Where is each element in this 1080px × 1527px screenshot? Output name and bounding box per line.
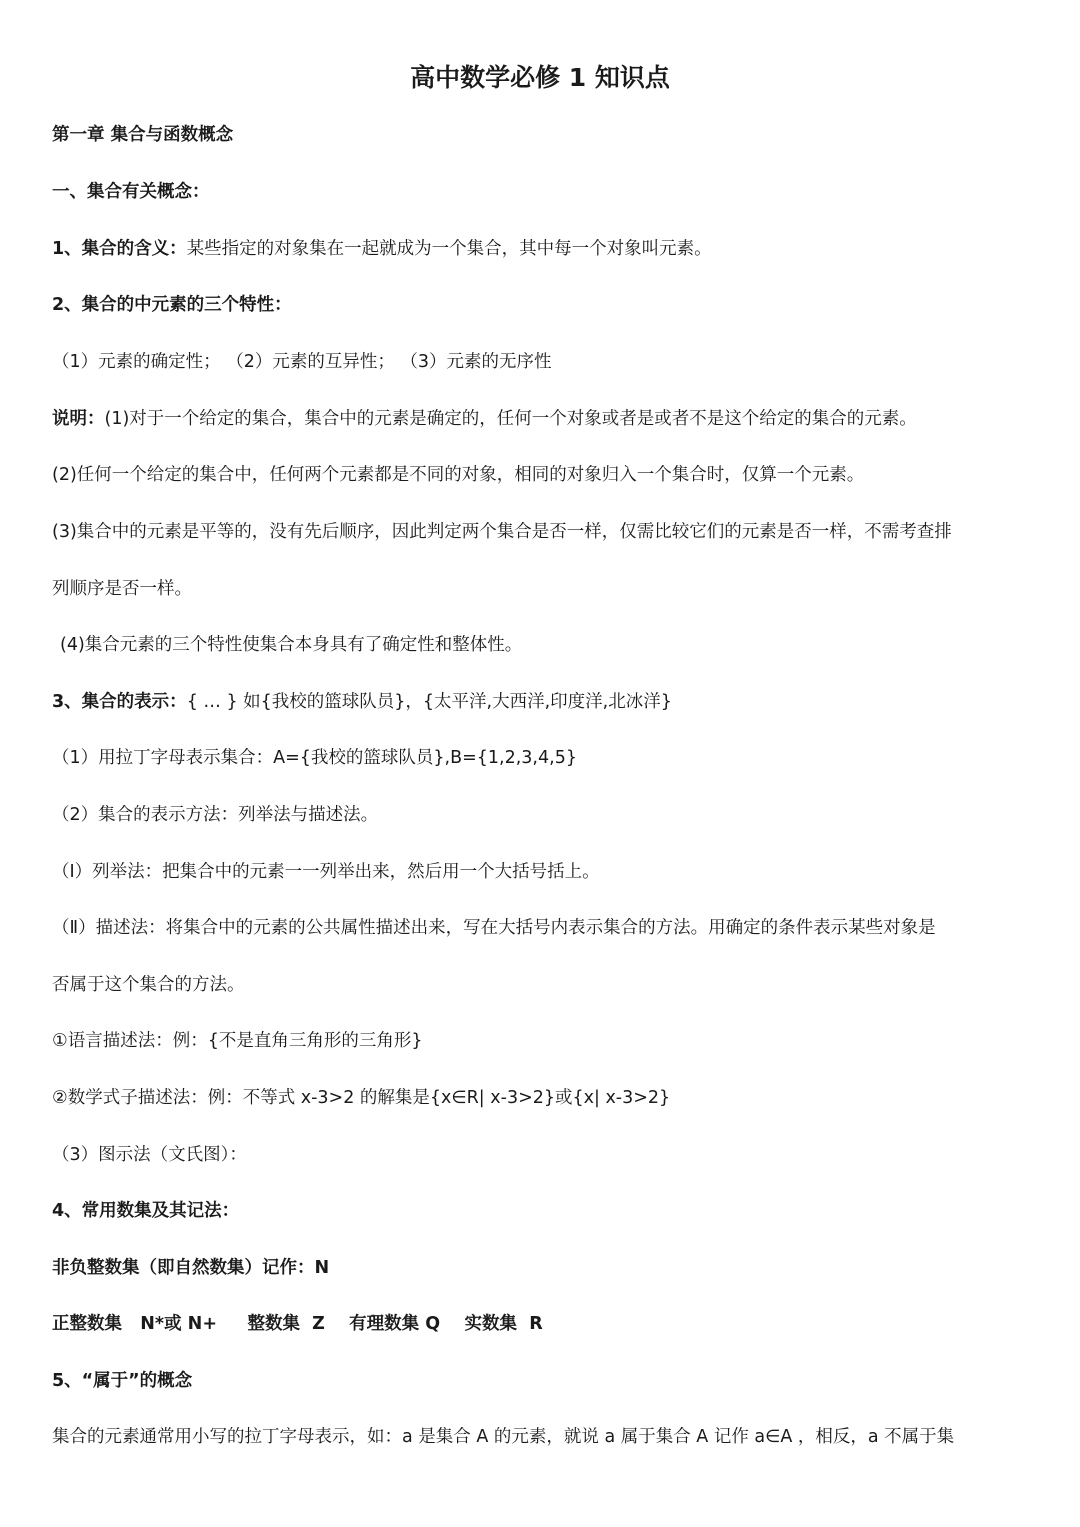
item-3 [52, 687, 1042, 717]
desc-math: ②数学式子描述法：例：不等式 x-3>2 的解集是{x∈R| x-3>2}或{x| x-3>2} [52, 1088, 671, 1108]
chapter-heading: 第一章 集合与函数概念 [52, 125, 234, 145]
item-1-label: 1、集合的含义： [52, 239, 187, 259]
section-heading: 一、集合有关概念： [52, 182, 210, 202]
rep-description-line-2: 否属于这个集合的方法。 [52, 975, 245, 995]
note-3-line-2: 列顺序是否一样。 [52, 579, 192, 599]
note-label: 说明： [52, 409, 105, 429]
desc-language-label: ①语言描述法：例： [52, 1031, 208, 1051]
item-5-heading: 5、“属于”的概念 [52, 1371, 193, 1391]
item-1-text: 某些指定的对象集在一起就成为一个集合，其中每一个对象叫元素。 [186, 239, 712, 259]
rep-1: （1）用拉丁字母表示集合：A={我校的篮球队员},B={1,2,3,4,5} [52, 748, 577, 768]
item-4-heading: 4、常用数集及其记法： [52, 1201, 240, 1221]
belong-text: 集合的元素通常用小写的拉丁字母表示，如：a 是集合 A 的元素，就说 a 属于集合 A 记作 a∈A ，相反，a 不属于集 [52, 1427, 955, 1447]
properties-line: （1）元素的确定性； （2）元素的互异性； （3）元素的无序性 [52, 352, 552, 372]
desc-language [52, 1026, 1042, 1056]
rep-2: （2）集合的表示方法：列举法与描述法。 [52, 805, 379, 825]
natural-numbers: 非负整数集（即自然数集）记作：N [52, 1258, 330, 1278]
rep-description-line-1: （Ⅱ）描述法：将集合中的元素的公共属性描述出来，写在大括号内表示集合的方法。用确定的条件表示某些对象是 [52, 918, 936, 938]
note-3-line-1: (3)集合中的元素是平等的，没有先后顺序，因此判定两个集合是否一样，仅需比较它们的元素是否一样，不需考查排 [52, 522, 952, 542]
item-3-text: { … } 如{我校的篮球队员}，{太平洋,大西洋,印度洋,北冰洋} [186, 692, 672, 712]
item-2-heading: 2、集合的中元素的三个特性： [52, 295, 292, 315]
note-1 [52, 404, 1042, 434]
rep-3: （3）图示法（文氏图）： [52, 1145, 247, 1165]
note-4: (4)集合元素的三个特性使集合本身具有了确定性和整体性。 [60, 635, 523, 655]
number-sets-line: 正整数集 N*或 N+ 整数集 Z 有理数集 Q 实数集 R [52, 1314, 543, 1334]
item-3-label: 3、集合的表示： [52, 692, 187, 712]
rep-enumeration: （Ⅰ）列举法：把集合中的元素一一列举出来，然后用一个大括号括上。 [52, 862, 600, 882]
desc-language-text: {不是直角三角形的三角形} [207, 1031, 423, 1051]
note-1-text: (1)对于一个给定的集合，集合中的元素是确定的，任何一个对象或者是或者不是这个给定的集合的元素。 [104, 409, 917, 429]
note-2: (2)任何一个给定的集合中，任何两个元素都是不同的对象，相同的对象归入一个集合时，仅算一个元素。 [52, 465, 865, 485]
item-1 [52, 234, 1042, 264]
page-title: 高中数学必修 1 知识点 [410, 63, 670, 92]
